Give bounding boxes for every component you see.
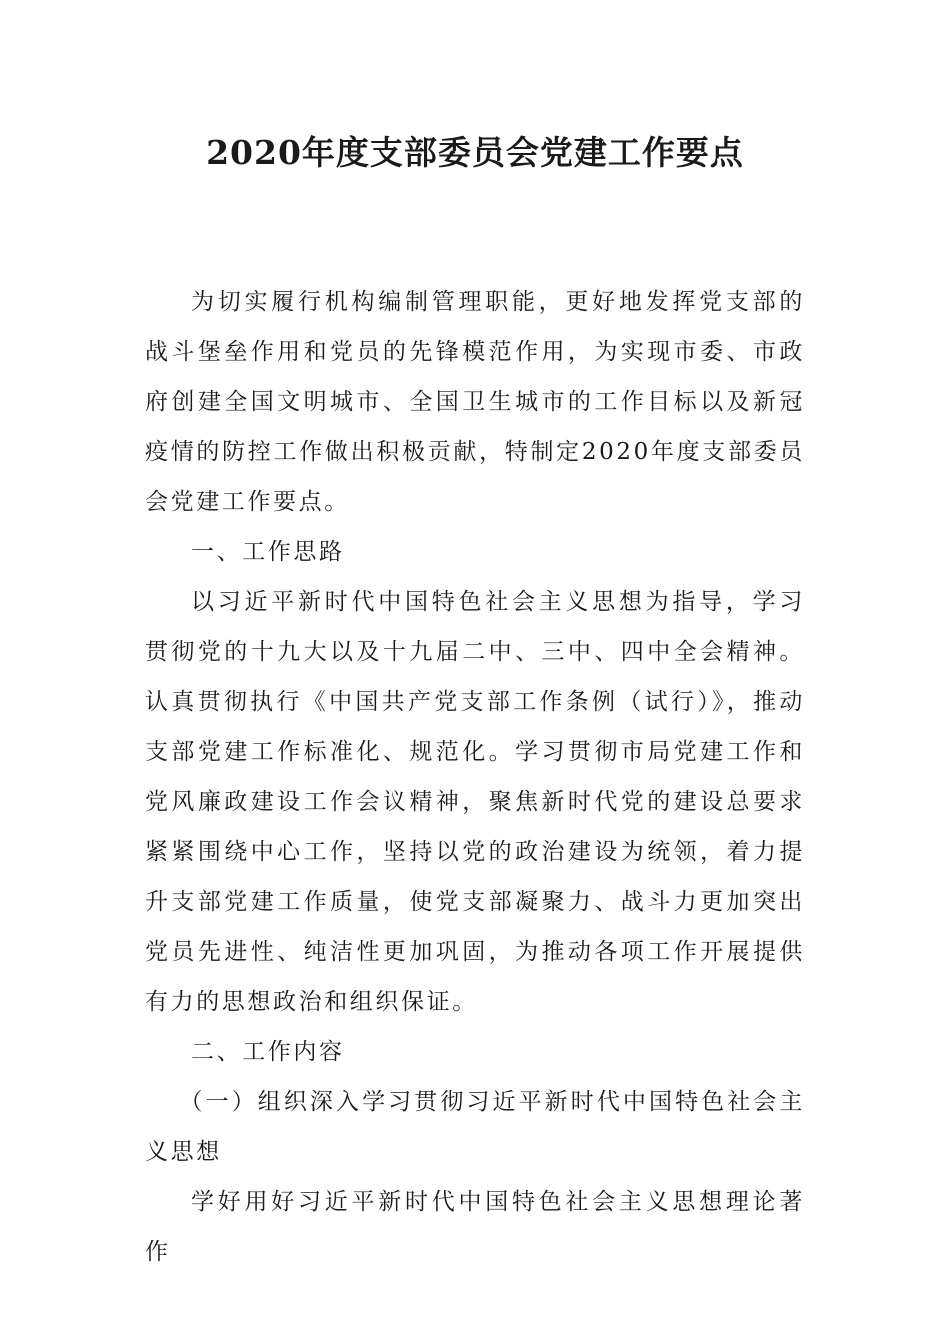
section-1-paragraph: 以习近平新时代中国特色社会主义思想为指导，学习贯彻党的十九大以及十九届二中、三中、四中全会精神。认真贯彻执行《中国共产党支部工作条例（试行）》，推动支部党建工作标准化、规范化。学习贯彻市局党建工作和党风廉政建设工作会议精神，聚焦新时代党的建设总要求紧紧围绕中心工作，坚持以党的政治建设为统领，着力提升支部党建工作质量，使党支部凝聚力、战斗力更加突出党员先进性、纯洁性更加巩固，为推动各项工作开展提供有力的思想政治和组织保证。 [145,589,805,1015]
document-title: 2020年度支部委员会党建工作要点 [206,133,744,172]
section-2-heading: 二、工作内容 [191,1039,345,1065]
intro-paragraph: 为切实履行机构编制管理职能，更好地发挥党支部的战斗堡垒作用和党员的先锋模范作用，为实现市委、市政府创建全国文明城市、全国卫生城市的工作目标以及新冠疫情的防控工作做出积极贡献，特制定2020年度支部委员会党建工作要点。 [145,289,805,515]
subsection-1-paragraph: 学好用好习近平新时代中国特色社会主义思想理论著作 [145,1189,805,1265]
document-body [145,277,805,1277]
section-1-heading: 一、工作思路 [191,539,345,565]
subsection-1-heading: （一）组织深入学习贯彻习近平新时代中国特色社会主义思想 [145,1089,805,1165]
